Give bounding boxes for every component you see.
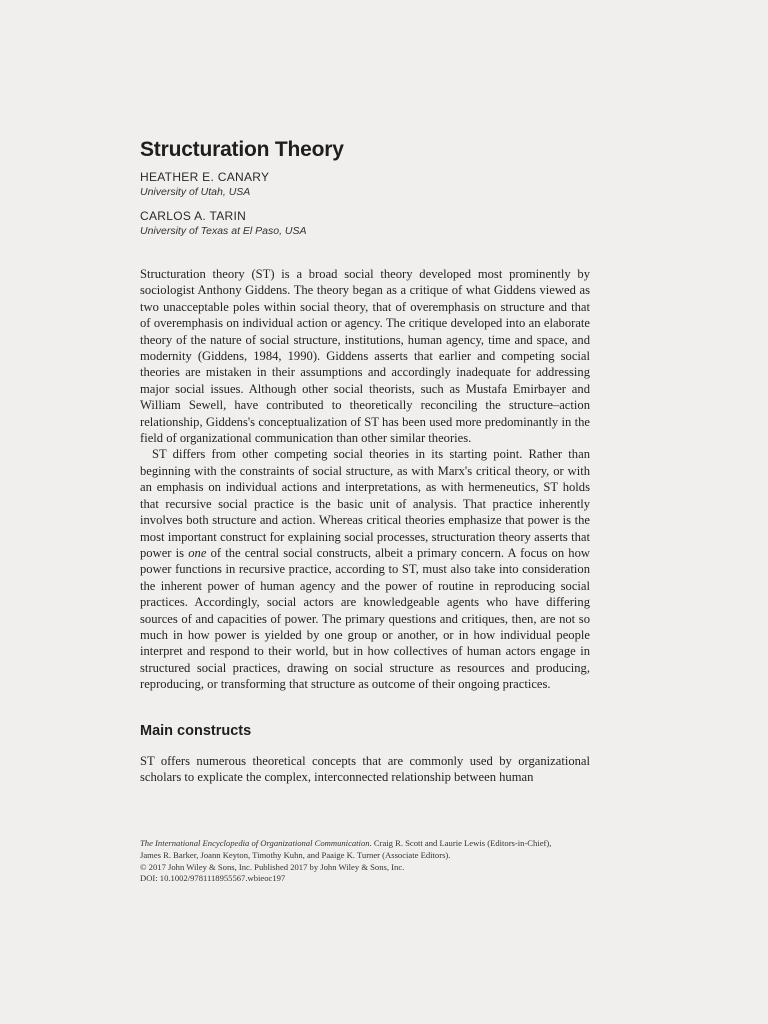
body-paragraph: ST offers numerous theoretical concepts that are commonly used by organizational scholars to explicate the complex, interconnected relationship between human (140, 753, 590, 785)
copyright-notice: © 2017 John Wiley & Sons, Inc. Published 2017 by John Wiley & Sons, Inc. (140, 861, 405, 872)
author-block (140, 170, 590, 199)
paragraph-text: ST differs from other competing social theories in its starting point. Rather than beginning with the constraints of social structure, as with Marx's critical theory, or with an emphasis on individual actions and interpretations, as with hermeneutics, ST holds that recursive social practice is the basic unit of analysis. That practice inherently involves both structure and action. Whereas critical theories emphasize that power is the most important construct for explaining social processes, structuration theory asserts that power is (140, 447, 590, 560)
author-affiliation: University of Texas at El Paso, USA (140, 225, 307, 237)
emphasis-text: one (188, 545, 207, 560)
associate-editors: James R. Barker, Joann Keyton, Timothy Kuhn, and Paaige K. Turner (Associate Editors). (140, 849, 451, 860)
section-heading: Main constructs (140, 722, 252, 739)
author-name: CARLOS A. TARIN (140, 209, 247, 223)
author-affiliation: University of Utah, USA (140, 186, 251, 198)
doi: DOI: 10.1002/9781118955567.wbieoc197 (140, 873, 286, 884)
paragraph-text: of the central social constructs, albeit a primary concern. A focus on how power functions in recursive practice, according to ST, must also take into consideration the inherent power of human agency and the power of routine in reproducing social practices. Accordingly, social actors are knowledgeable agents who have differing sources of and capacities of power. The primary questions and critiques, then, are not so much in how power is yielded by one group or another, or in how individual people interpret and respond to their world, but in how collectives of human actors engage in structured social practices, drawing on social structure as resources and producing, reproducing, or transforming that structure as outcome of their ongoing practices. (140, 545, 590, 692)
footer-citation (140, 838, 590, 850)
citation-footer (140, 838, 590, 885)
author-name: HEATHER E. CANARY (140, 170, 270, 184)
author-block (140, 209, 590, 238)
article-title: Structuration Theory (140, 138, 344, 161)
body-paragraph (140, 446, 590, 692)
editors-text: . Craig R. Scott and Laurie Lewis (Editors-in-Chief), (369, 838, 552, 848)
encyclopedia-title: The International Encyclopedia of Organizational Communication (140, 838, 370, 848)
article-body (140, 266, 590, 786)
body-paragraph: Structuration theory (ST) is a broad social theory developed most prominently by sociologist Anthony Giddens. The theory began as a critique of what Giddens viewed as two unacceptable poles within social theory, that of overemphasis on structure and that of overemphasis on individual action or agency. The critique developed into an elaborate theory of the nature of social structure, institutions, human agency, time and space, and modernity (Giddens, 1984, 1990). Giddens asserts that earlier and competing social theories are mistaken in their assumptions and accordingly inadequate for addressing major social issues. Although other social theorists, such as Mustafa Emirbayer and William Sewell, have contributed to theoretically reconciling the structure–action relationship, Giddens's conceptualization of ST has been used more predominantly in the field of organizational communication than other similar theories. (140, 267, 590, 446)
article-content (140, 138, 590, 786)
